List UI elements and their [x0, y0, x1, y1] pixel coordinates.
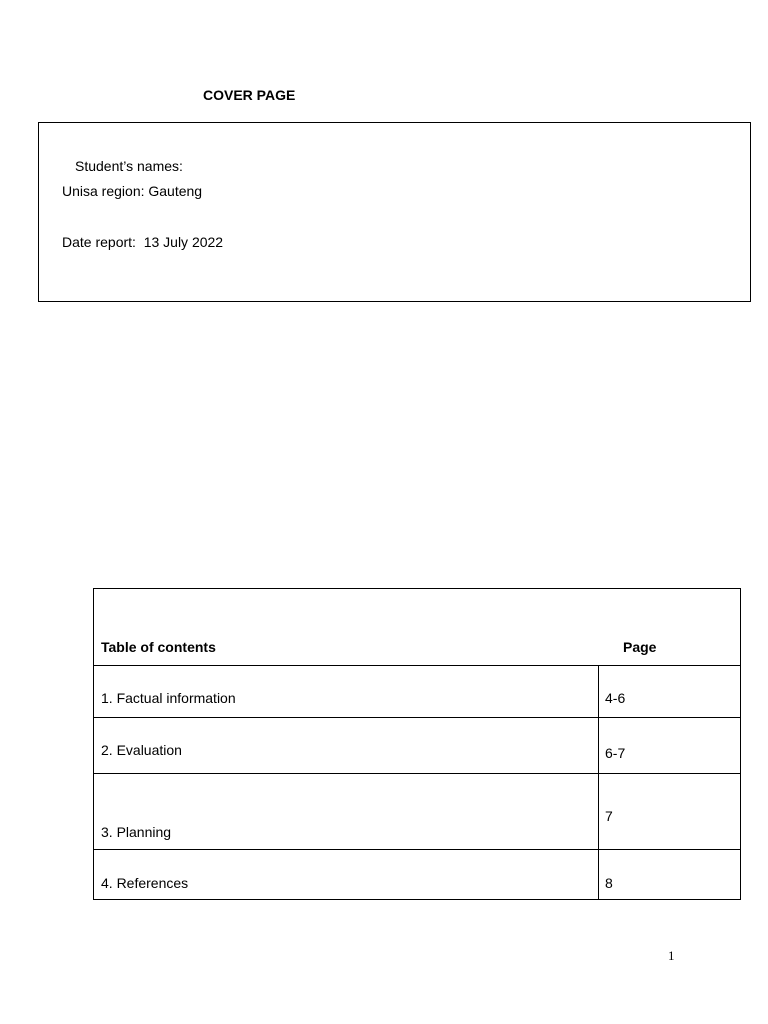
cover-info-box: [38, 122, 751, 302]
unisa-region: Unisa region: Gauteng: [62, 183, 203, 199]
toc-entry-label: 2. Evaluation: [101, 742, 182, 758]
table-row: [94, 665, 740, 718]
table-row: [94, 717, 740, 774]
toc-column-divider: [598, 665, 599, 900]
table-row: [94, 849, 740, 900]
toc-entry-label: 4. References: [101, 875, 189, 891]
toc-entry-page: 6-7: [605, 745, 626, 761]
page-number: 1: [668, 948, 675, 963]
toc-header-row: [94, 589, 740, 666]
toc-entry-page: 4-6: [605, 690, 626, 706]
toc-entry-page: 8: [605, 875, 613, 891]
toc-entry-label: 3. Planning: [101, 824, 172, 840]
cover-page-title: COVER PAGE: [203, 87, 296, 103]
report-date: Date report: 13 July 2022: [62, 234, 224, 250]
toc-entry-label: 1. Factual information: [101, 690, 236, 706]
toc-heading: Table of contents: [101, 639, 216, 655]
toc-entry-page: 7: [605, 808, 613, 824]
table-row: [94, 773, 740, 850]
table-of-contents: [93, 588, 741, 900]
toc-page-header: Page: [623, 639, 657, 655]
students-names-label: Student’s names:: [75, 158, 183, 174]
